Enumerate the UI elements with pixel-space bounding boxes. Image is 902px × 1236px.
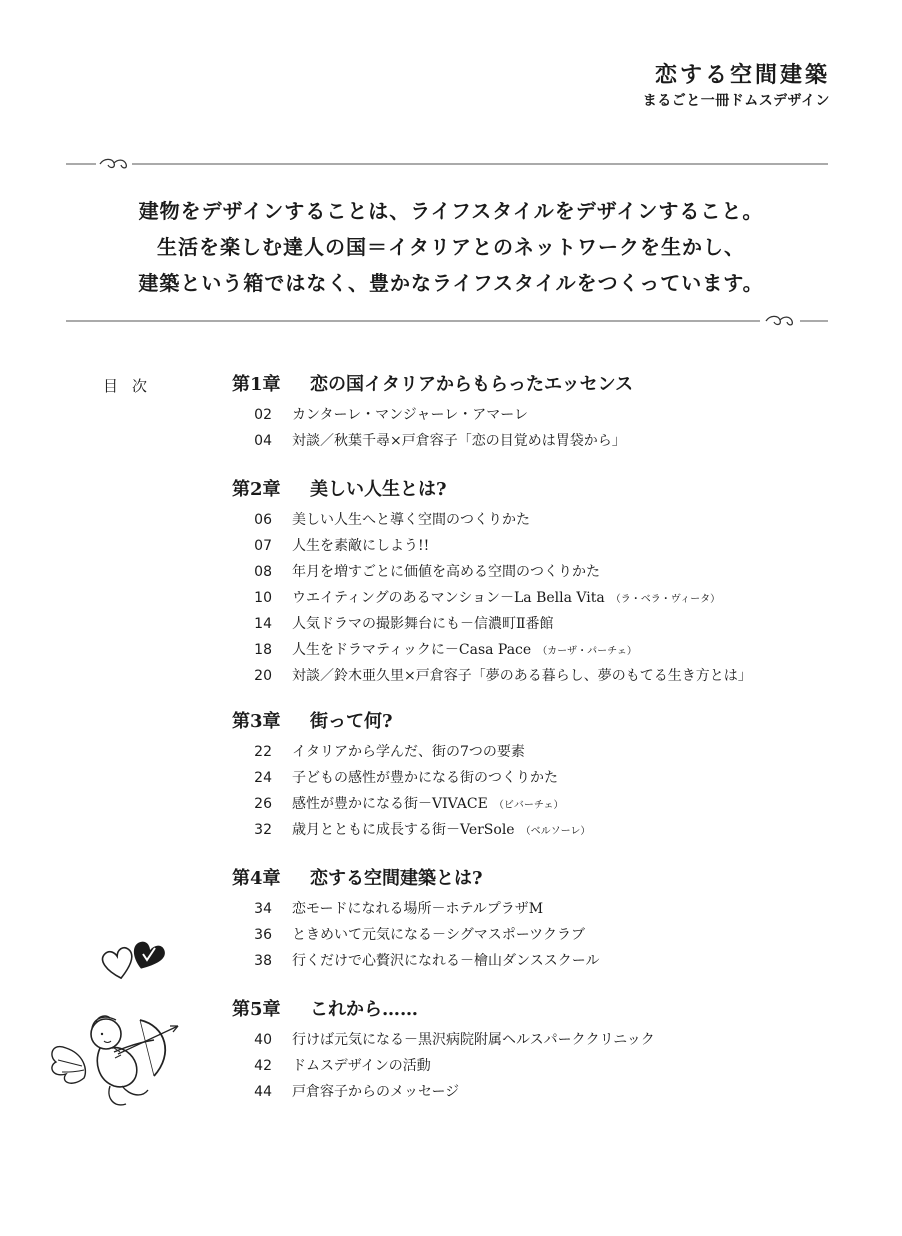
entry-title: 人気ドラマの撮影舞台にも－信濃町Ⅱ番館	[292, 616, 554, 632]
chapter-3	[232, 707, 590, 845]
book-subtitle: まるごと一冊ドムスデザイン	[642, 93, 830, 109]
entry-title: 人生をドラマティックに－Casa Pace	[292, 642, 532, 658]
toc-entry	[232, 587, 752, 613]
toc-entry	[232, 561, 752, 587]
page-number: 38	[254, 953, 272, 969]
entry-title: 行けば元気になる－黒沢病院附属ヘルスパーククリニック	[292, 1032, 655, 1048]
page-number: 32	[254, 822, 272, 838]
page-number: 24	[254, 770, 272, 786]
toc-entry	[232, 1029, 655, 1055]
page-number: 02	[254, 407, 272, 423]
toc-entry	[232, 793, 590, 819]
entry-title: 対談／鈴木亜久里×戸倉容子「夢のある暮らし、夢のもてる生き方とは」	[292, 668, 752, 684]
intro-line: 生活を楽しむ達人の国＝イタリアとのネットワークを生かし、	[157, 235, 745, 259]
chapter-number: 第5章	[232, 999, 281, 1020]
toc-entry	[232, 404, 633, 430]
toc-entry	[232, 950, 599, 976]
entry-reading-note: （ビバーチェ）	[493, 800, 564, 811]
page-number: 44	[254, 1084, 272, 1100]
toc-entry	[232, 898, 599, 924]
chapter-title: 美しい人生とは?	[310, 479, 447, 500]
book-title: 恋する空間建築	[654, 63, 830, 88]
entry-title: ウエイティングのあるマンション－La Bella Vita	[292, 590, 605, 606]
page-number: 08	[254, 564, 272, 580]
top-ornament-divider	[66, 157, 828, 171]
page-number: 40	[254, 1032, 272, 1048]
toc-entry	[232, 639, 752, 665]
chapter-number: 第4章	[232, 868, 281, 889]
entry-title: カンターレ・マンジャーレ・アマーレ	[292, 407, 528, 423]
entry-reading-note: （ベルソーレ）	[520, 826, 591, 837]
chapter-number: 第2章	[232, 479, 281, 500]
toc-entry	[232, 741, 590, 767]
page-number: 20	[254, 668, 272, 684]
entry-title: 年月を増すごとに価値を高める空間のつくりかた	[292, 564, 600, 580]
entry-title: 歳月とともに成長する街－VerSole	[292, 822, 515, 838]
chapter-2	[232, 475, 752, 691]
cupid-with-hearts-icon	[44, 930, 194, 1120]
entry-title: 行くだけで心贅沢になれる－檜山ダンススクール	[292, 953, 600, 969]
entry-title: ドムスデザインの活動	[292, 1058, 431, 1074]
intro-line: 建築という箱ではなく、豊かなライフスタイルをつくっています。	[138, 271, 764, 295]
entry-title: 戸倉容子からのメッセージ	[292, 1084, 460, 1100]
toc-entry	[232, 613, 752, 639]
toc-entry	[232, 430, 633, 456]
intro-statement	[0, 193, 902, 301]
entry-title: 感性が豊かになる街－VIVACE	[292, 796, 488, 812]
toc-entry	[232, 535, 752, 561]
intro-line: 建物をデザインすることは、ライフスタイルをデザインすること。	[138, 199, 764, 223]
page-number: 07	[254, 538, 272, 554]
page-number: 26	[254, 796, 272, 812]
chapter-heading	[232, 475, 752, 509]
chapter-title: これから……	[310, 999, 418, 1020]
chapter-number: 第1章	[232, 374, 281, 395]
chapter-1	[232, 370, 633, 456]
page-number: 14	[254, 616, 272, 632]
toc-entry	[232, 767, 590, 793]
toc-entry	[232, 819, 590, 845]
chapter-title: 恋する空間建築とは?	[310, 868, 483, 889]
entry-title: 恋モードになれる場所－ホテルプラザM	[292, 901, 544, 917]
page-number: 18	[254, 642, 272, 658]
entry-title: 子どもの感性が豊かになる街のつくりかた	[292, 770, 558, 786]
entry-title: 美しい人生へと導く空間のつくりかた	[292, 512, 530, 528]
chapter-title: 街って何?	[310, 711, 393, 732]
toc-entry	[232, 1081, 655, 1107]
chapter-heading	[232, 707, 590, 741]
page-number: 04	[254, 433, 272, 449]
toc-label: 目次	[103, 377, 162, 395]
page-number: 42	[254, 1058, 272, 1074]
page-number: 06	[254, 512, 272, 528]
chapter-heading	[232, 370, 633, 404]
chapter-number: 第3章	[232, 711, 281, 732]
entry-reading-note: （ラ・ベラ・ヴィータ）	[610, 594, 721, 605]
swirl-ornament-icon	[66, 157, 828, 171]
chapter-title: 恋の国イタリアからもらったエッセンス	[310, 374, 634, 395]
entry-title: 対談／秋葉千尋×戸倉容子「恋の目覚めは胃袋から」	[292, 433, 626, 449]
toc-entry	[232, 1055, 655, 1081]
entry-title: 人生を素敵にしよう!!	[292, 538, 430, 554]
page-number: 34	[254, 901, 272, 917]
page-number: 22	[254, 744, 272, 760]
chapter-heading	[232, 864, 599, 898]
chapter-5	[232, 995, 655, 1107]
entry-reading-note: （カーザ・パーチェ）	[537, 646, 637, 657]
chapter-heading	[232, 995, 655, 1029]
page-number: 10	[254, 590, 272, 606]
toc-entry	[232, 665, 752, 691]
chapter-4	[232, 864, 599, 976]
bottom-ornament-divider	[66, 314, 828, 328]
swirl-ornament-icon	[66, 314, 828, 328]
page-number: 36	[254, 927, 272, 943]
toc-entry	[232, 924, 599, 950]
entry-title: イタリアから学んだ、街の7つの要素	[292, 744, 525, 760]
toc-entry	[232, 509, 752, 535]
entry-title: ときめいて元気になる－シグマスポーツクラブ	[292, 927, 586, 943]
